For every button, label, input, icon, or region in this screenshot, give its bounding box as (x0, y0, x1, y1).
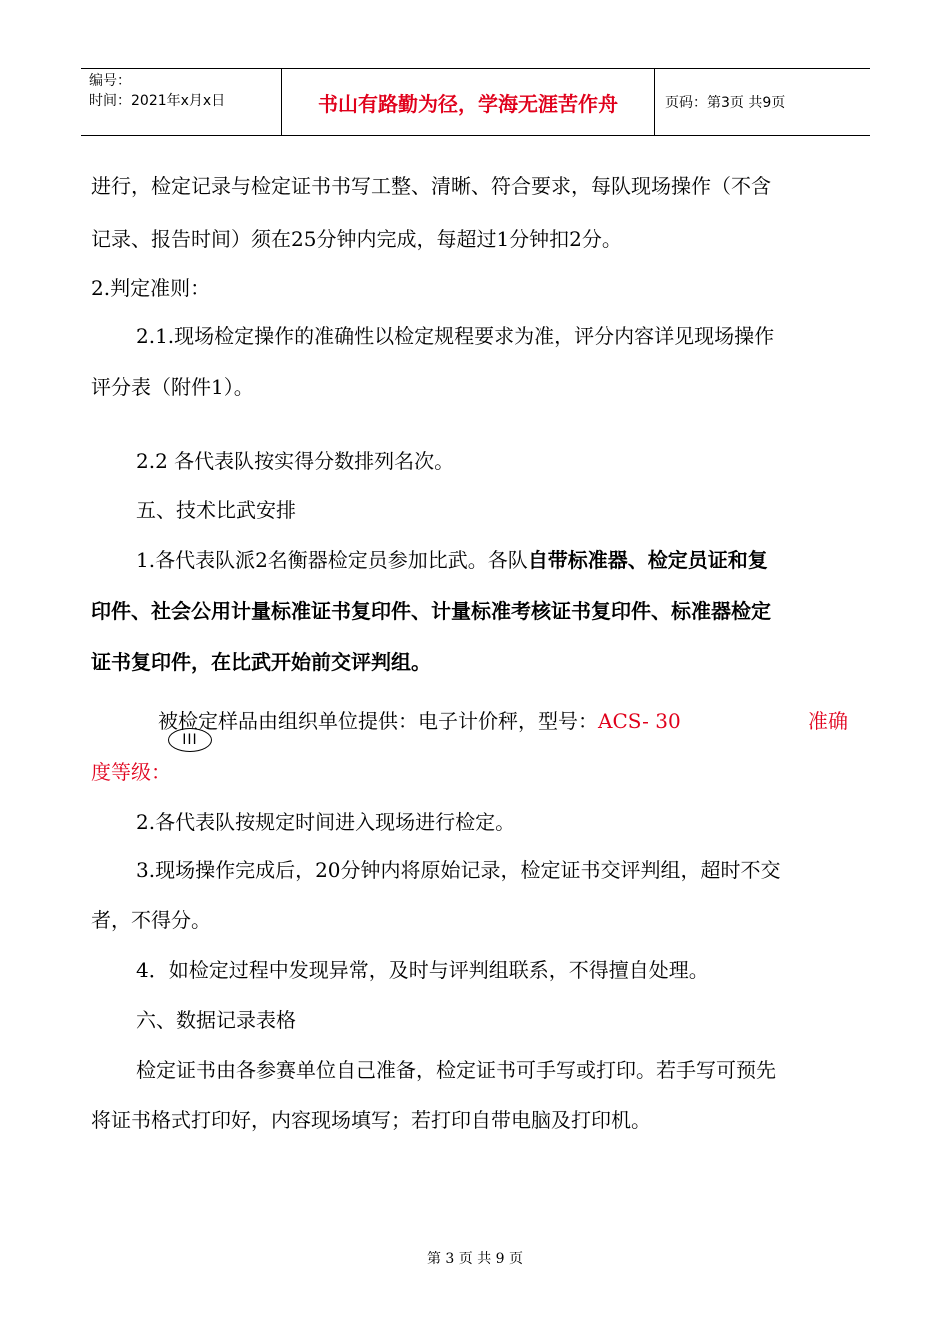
paragraph-line (158, 707, 681, 735)
paragraph-line: 3.现场操作完成后，20分钟内将原始记录，检定证书交评判组，超时不交 (136, 858, 781, 882)
paragraph-line: 4．如检定过程中发现异常，及时与评判组联系，不得擅自处理。 (136, 958, 709, 982)
header-time: 时间：2021年x月x日 (89, 93, 226, 109)
model-number: ACS- 30 (598, 709, 681, 733)
section-heading: 五、技术比武安排 (136, 498, 296, 522)
section-heading: 六、数据记录表格 (136, 1008, 296, 1032)
paragraph-line: 进行，检定记录与检定证书书写工整、清晰、符合要求，每队现场操作（不含 (91, 174, 771, 198)
header-page-info: 页码：第3页 共9页 (665, 95, 786, 111)
paragraph-line (136, 546, 768, 574)
paragraph-line: 检定证书由各参赛单位自己准备，检定证书可手写或打印。若手写可预先 (136, 1058, 776, 1082)
accuracy-class-stamp: III (168, 728, 212, 752)
paragraph-line: 2.1.现场检定操作的准确性以检定规程要求为准，评分内容详见现场操作 (136, 324, 775, 348)
accuracy-grade-label: 度等级： (91, 760, 171, 784)
page-header (81, 68, 870, 136)
page-footer: 第 3 页 共 9 页 (426, 1251, 524, 1267)
text-span: 被检定样品由组织单位提供：电子计价秤，型号： (158, 709, 598, 733)
header-motto: 书山有路勤为径，学海无涯苦作舟 (282, 69, 655, 135)
bold-paragraph-line: 印件、社会公用计量标准证书复印件、计量标准考核证书复印件、标准器检定 (91, 599, 771, 623)
paragraph-line: 2.各代表队按规定时间进入现场进行检定。 (136, 810, 516, 834)
paragraph-line: 记录、报告时间）须在25分钟内完成，每超过1分钟扣2分。 (91, 227, 622, 251)
bold-paragraph-line: 证书复印件，在比武开始前交评判组。 (91, 650, 431, 674)
header-meta (81, 69, 282, 135)
paragraph-line: 者，不得分。 (91, 908, 211, 932)
paragraph-line: 2.2 各代表队按实得分数排列名次。 (136, 449, 455, 473)
header-number: 编号： (89, 73, 131, 89)
bold-text-span: 自带标准器、检定员证和复 (527, 548, 768, 572)
accuracy-label: 准确 (808, 709, 848, 733)
paragraph-line: 评分表（附件1）。 (91, 375, 254, 399)
section-heading: 2.判定准则： (91, 276, 211, 300)
text-span: 1.各代表队派2名衡器检定员参加比武。各队 (136, 548, 528, 572)
paragraph-line: 将证书格式打印好，内容现场填写；若打印自带电脑及打印机。 (91, 1108, 651, 1132)
